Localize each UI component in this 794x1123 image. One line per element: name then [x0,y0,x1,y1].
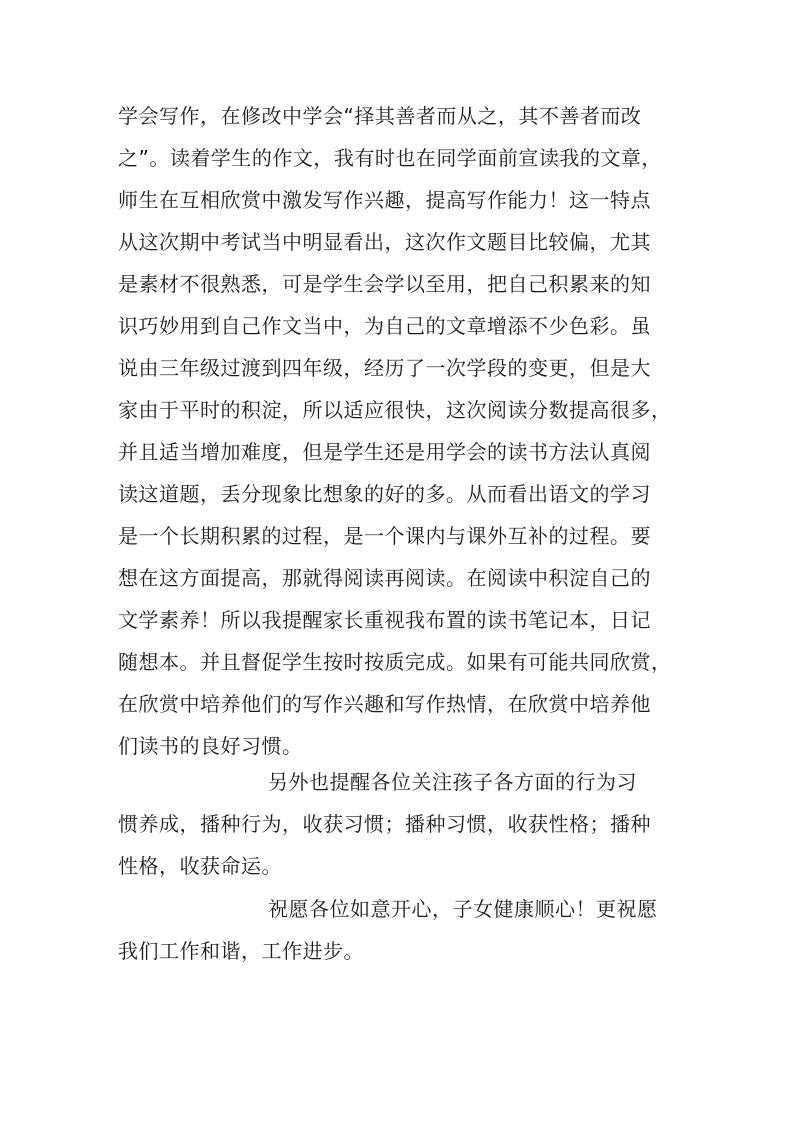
paragraph-line: 说由三年级过渡到四年级，经历了一次学段的变更，但是大 [118,356,651,380]
paragraph-line: 家由于平时的积淀，所以适应很快，这次阅读分数提高很多， [118,398,672,422]
paragraph-line: 文学素养！所以我提醒家长重视我布置的读书笔记本，日记 [118,608,651,632]
paragraph-line: 师生在互相欣赏中激发写作兴趣，提高写作能力！这一特点 [118,188,651,212]
paragraph-line: 从这次期中考试当中明显看出，这次作文题目比较偏，尤其 [118,230,651,254]
paragraph-line: 想在这方面提高，那就得阅读再阅读。在阅读中积淀自己的 [118,566,651,590]
paragraph-line: 我们工作和谐，工作进步。 [118,939,364,963]
paragraph-line: 是素材不很熟悉，可是学生会学以至用，把自己积累来的知 [118,272,651,296]
paragraph-line: 读这道题，丢分现象比想象的好的多。从而看出语文的学习 [118,482,651,506]
paragraph-line: 性格，收获命运。 [118,854,282,878]
paragraph-line: 识巧妙用到自己作文当中，为自己的文章增添不少色彩。虽 [118,314,651,338]
paragraph-line: 惯养成，播种行为，收获习惯；播种习惯，收获性格；播种 [118,812,651,836]
paragraph-line: 学会写作，在修改中学会“择其善者而从之，其不善者而改 [118,104,642,128]
paragraph-line: 随想本。并且督促学生按时按质完成。如果有可能共同欣赏， [118,650,672,674]
paragraph-line: 祝愿各位如意开心，子女健康顺心！更祝愿 [268,897,658,921]
paragraph-line: 并且适当增加难度，但是学生还是用学会的读书方法认真阅 [118,440,651,464]
paragraph-line: 在欣赏中培养他们的写作兴趣和写作热情，在欣赏中培养他 [118,692,651,716]
paragraph-line: 们读书的良好习惯。 [118,734,303,758]
paragraph-line: 是一个长期积累的过程，是一个课内与课外互补的过程。要 [118,524,651,548]
paragraph-line: 之”。读着学生的作文，我有时也在同学面前宣读我的文章， [118,146,662,170]
paragraph-line: 另外也提醒各位关注孩子各方面的行为习 [268,770,637,794]
